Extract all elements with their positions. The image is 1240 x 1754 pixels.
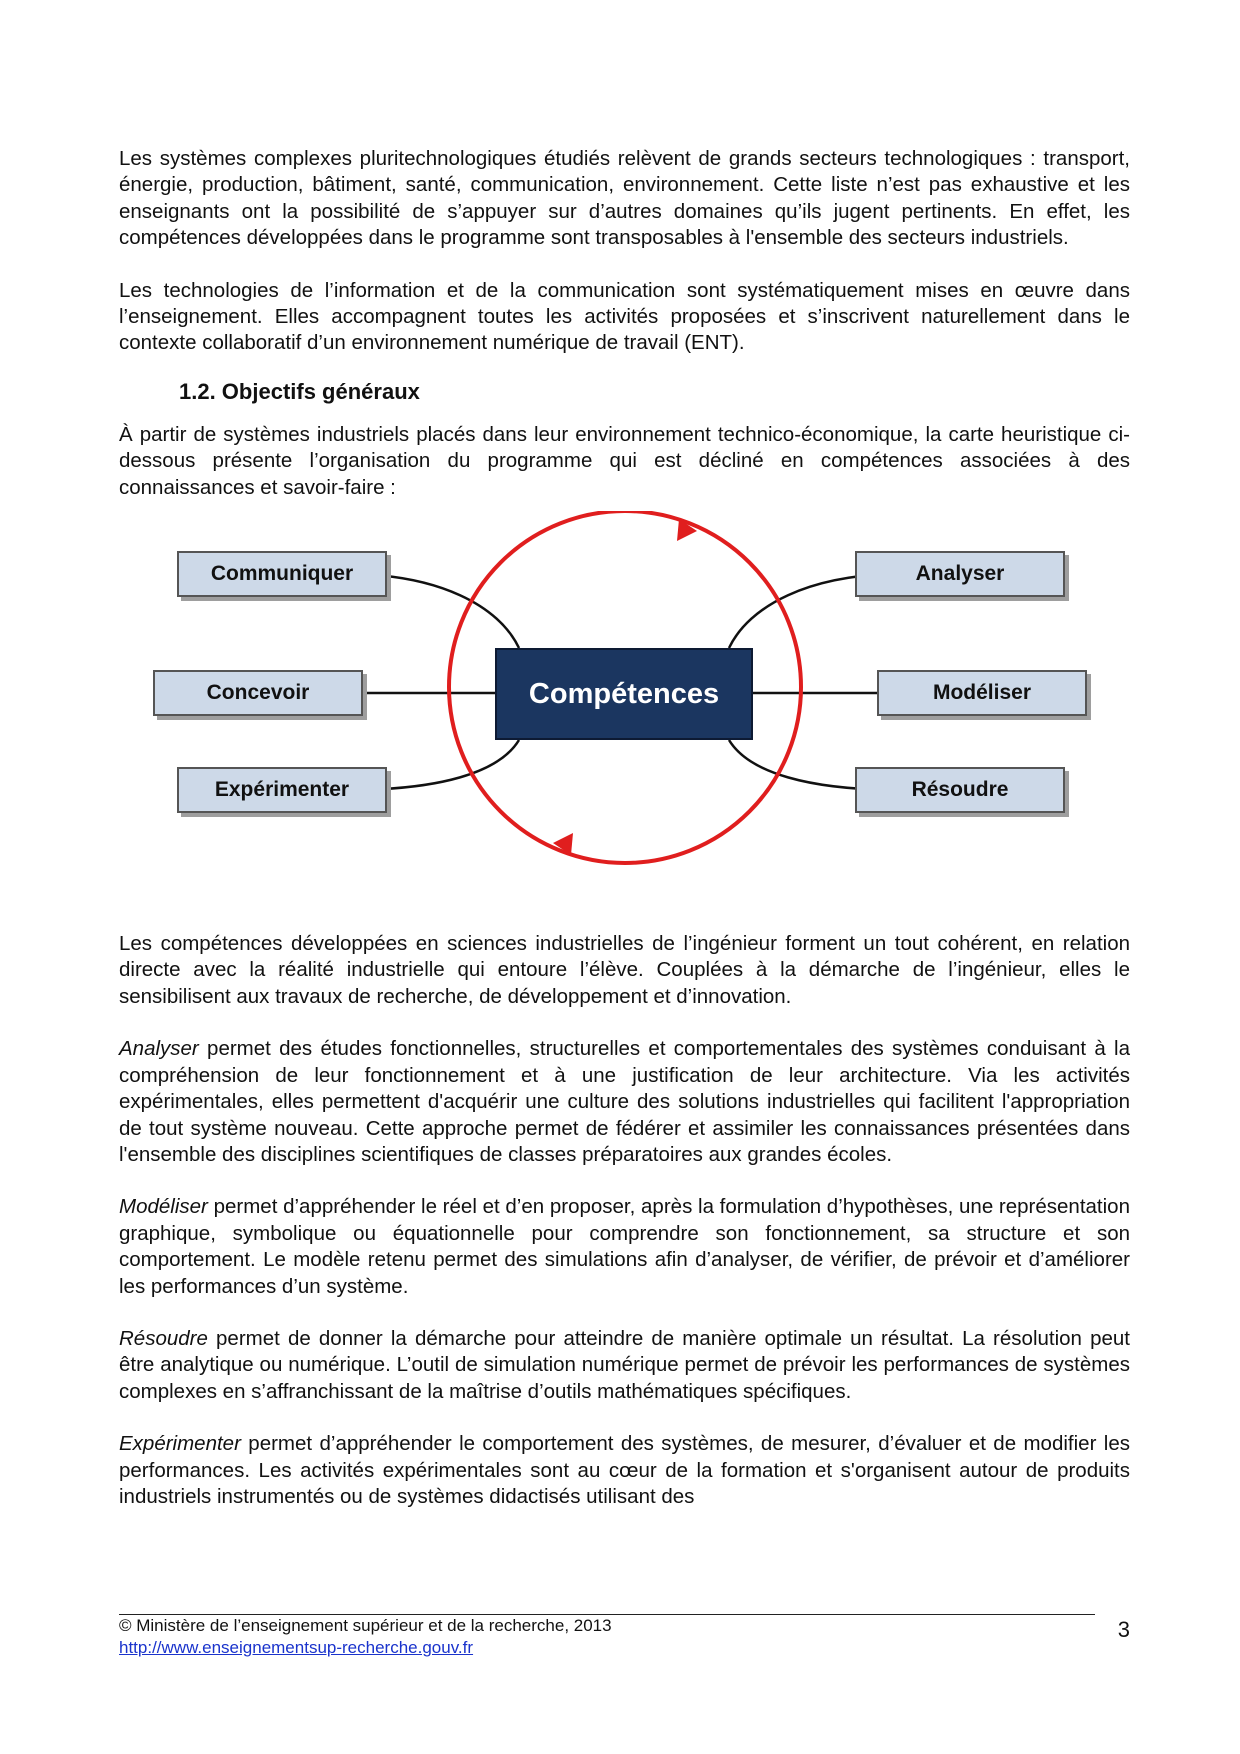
footer-url-link[interactable]: http://www.enseignementsup-recherche.gouv.fr [119, 1638, 474, 1657]
text-modeliser: permet d’appréhender le réel et d’en proposer, après la formulation d’hypothèses, une représentation graphique, symbolique ou équationnelle pour comprendre son fonctionnement, sa structure et son comportement. Le modèle retenu permet des simulations afin d’analyser, de vérifier, de prévoir et d’améliorer les performances d’un système. [119, 1195, 1130, 1298]
text-analyser: permet des études fonctionnelles, structurelles et comportementales des systèmes conduisant à la compréhension de leur fonctionnement et à une justification de leur architecture. Via les activités expérimentales, elles permettent d'acquérir une culture des solutions industrielles qui facilitent l'appropriation de tout système nouveau. Cette approche permet de fédérer et assimiler les connaissances présentées dans l'ensemble des disciplines scientifiques de classes préparatoires aux grandes écoles. [119, 1037, 1130, 1166]
paragraph-sectors: Les systèmes complexes pluritechnologiques étudiés relèvent de grands secteurs technologiques : transport, énergie, production, bâtiment, santé, communication, environnement. Cette liste n’est pas exhaustive et les enseignants ont la possibilité de s’appuyer sur d’autres domaines qu’ils jugent pertinents. En effet, les compétences développées dans le programme sont transposables à l'ensemble des secteurs industriels. [119, 147, 1130, 250]
footer-copyright: © Ministère de l’enseignement supérieur et de la recherche, 2013 [119, 1616, 612, 1635]
node-experimenter: Expérimenter [177, 767, 387, 813]
term-resoudre: Résoudre [119, 1326, 208, 1350]
definition-analyser [119, 1036, 1130, 1168]
node-concevoir: Concevoir [153, 670, 363, 716]
page-number: 3 [1117, 1617, 1130, 1642]
node-modeliser: Modéliser [877, 670, 1087, 716]
page-footer [119, 1614, 1130, 1659]
paragraph-tic: Les technologies de l’information et de la communication sont systématiquement mises en œuvre dans l’enseignement. Elles accompagnent toutes les activités proposées et s’inscrivent naturellement dans le contexte collaboratif d’un environnement numérique de travail (ENT). [119, 278, 1130, 355]
section-heading: 1.2. Objectifs généraux [179, 378, 420, 404]
definition-modeliser [119, 1194, 1130, 1300]
text-experimenter: permet d’appréhender le comportement des systèmes, de mesurer, d’évaluer et de modifier les performances. Les activités expérimentales sont au cœur de la formation et s'organisent autour de produits industriels instrumentés ou de systèmes didactisés utilisant des [119, 1432, 1130, 1508]
paragraph-intro: À partir de systèmes industriels placés dans leur environnement technico-économique, la carte heuristique ci-dessous présente l’organisation du programme qui est décliné en compétences associées à des connaissances et savoir-faire : [119, 422, 1130, 499]
node-resoudre: Résoudre [855, 767, 1065, 813]
page-content [119, 146, 1130, 1510]
definition-resoudre [119, 1326, 1130, 1405]
term-modeliser: Modéliser [119, 1195, 208, 1219]
definition-experimenter [119, 1431, 1130, 1510]
term-experimenter: Expérimenter [119, 1432, 241, 1456]
term-analyser: Analyser [119, 1037, 199, 1061]
center-node-competences: Compétences [495, 648, 753, 740]
node-communiquer: Communiquer [177, 551, 387, 597]
text-resoudre: permet de donner la démarche pour atteindre de manière optimale un résultat. La résolution peut être analytique ou numérique. L’outil de simulation numérique permet de prévoir les performances de systèmes complexes en s’affranchissant de la maîtrise d’outils mathématiques spécifiques. [119, 1326, 1130, 1403]
mind-map-diagram [119, 511, 1130, 921]
paragraph-competences: Les compétences développées en sciences industrielles de l’ingénieur forment un tout cohérent, en relation directe avec la réalité industrielle qui entoure l’élève. Couplées à la démarche de l’ingénieur, elles le sensibilisent aux travaux de recherche, de développement et d’innovation. [119, 932, 1130, 1008]
node-analyser: Analyser [855, 551, 1065, 597]
